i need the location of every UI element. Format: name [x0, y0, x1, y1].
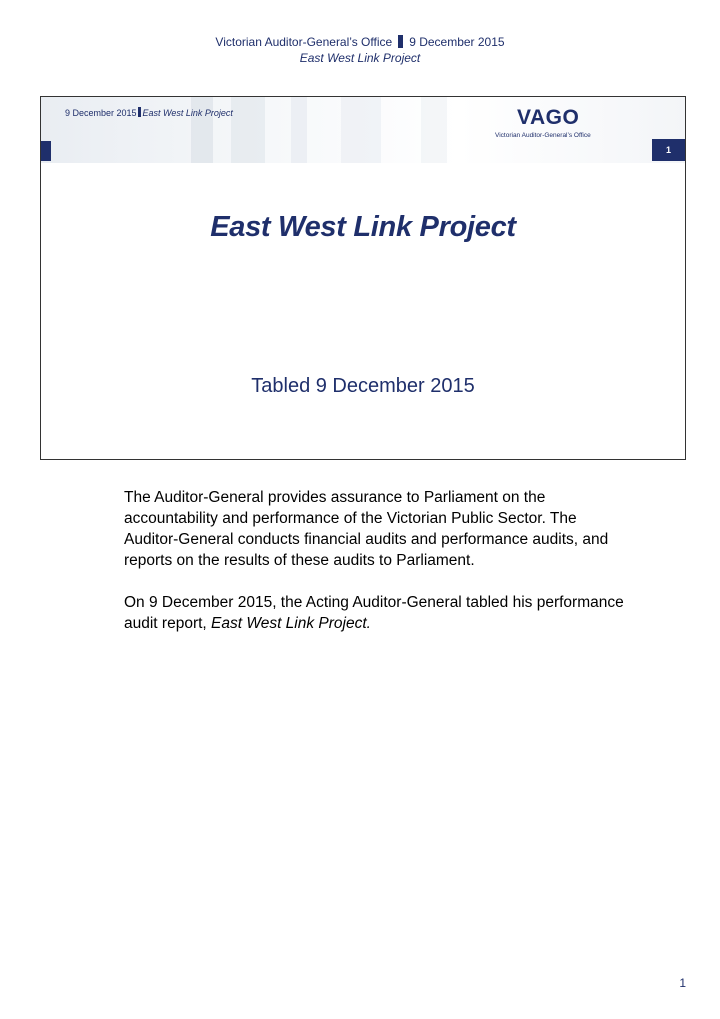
header-org: Victorian Auditor-General’s Office	[215, 35, 393, 49]
slide-breadcrumb	[65, 107, 233, 118]
notes-paragraph-1: The Auditor-General provides assurance to Parliament on the accountability and performance of the Victorian Public Sector. The Auditor-General conducts financial audits and performance audits, and reports on the results of these audits to Parliament.	[124, 489, 609, 569]
header-separator	[398, 35, 403, 48]
slide-subtitle: Tabled 9 December 2015	[251, 375, 475, 397]
header-project: East West Link Project	[299, 51, 421, 65]
slide-crumb-project: East West Link Project	[142, 108, 233, 118]
header-date: 9 December 2015	[409, 35, 505, 49]
slide-thumbnail	[40, 96, 686, 460]
notes-paragraph-2	[124, 592, 624, 634]
slide-title: East West Link Project	[210, 211, 516, 243]
slide-number-badge: 1	[652, 139, 685, 161]
slide-crumb-date: 9 December 2015	[65, 108, 137, 118]
vago-logo	[495, 107, 675, 139]
page-number: 1	[679, 976, 686, 990]
banner-building-shape	[421, 97, 447, 163]
notes-body	[124, 487, 624, 634]
slide-crumb-separator	[138, 107, 141, 117]
banner-building-shape	[231, 97, 265, 163]
banner-building-shape	[291, 97, 307, 163]
notes-paragraph-2-text: On 9 December 2015, the Acting Auditor-General tabled his performance audit report,	[124, 594, 624, 632]
slide-left-tab	[41, 141, 51, 161]
notes-report-title: East West Link Project.	[211, 615, 371, 632]
banner-building-shape	[341, 97, 381, 163]
logo-text: VAGO	[517, 106, 580, 129]
logo-subtitle: Victorian Auditor-General’s Office	[495, 132, 591, 139]
page-header	[0, 34, 720, 66]
header-line	[0, 34, 720, 50]
